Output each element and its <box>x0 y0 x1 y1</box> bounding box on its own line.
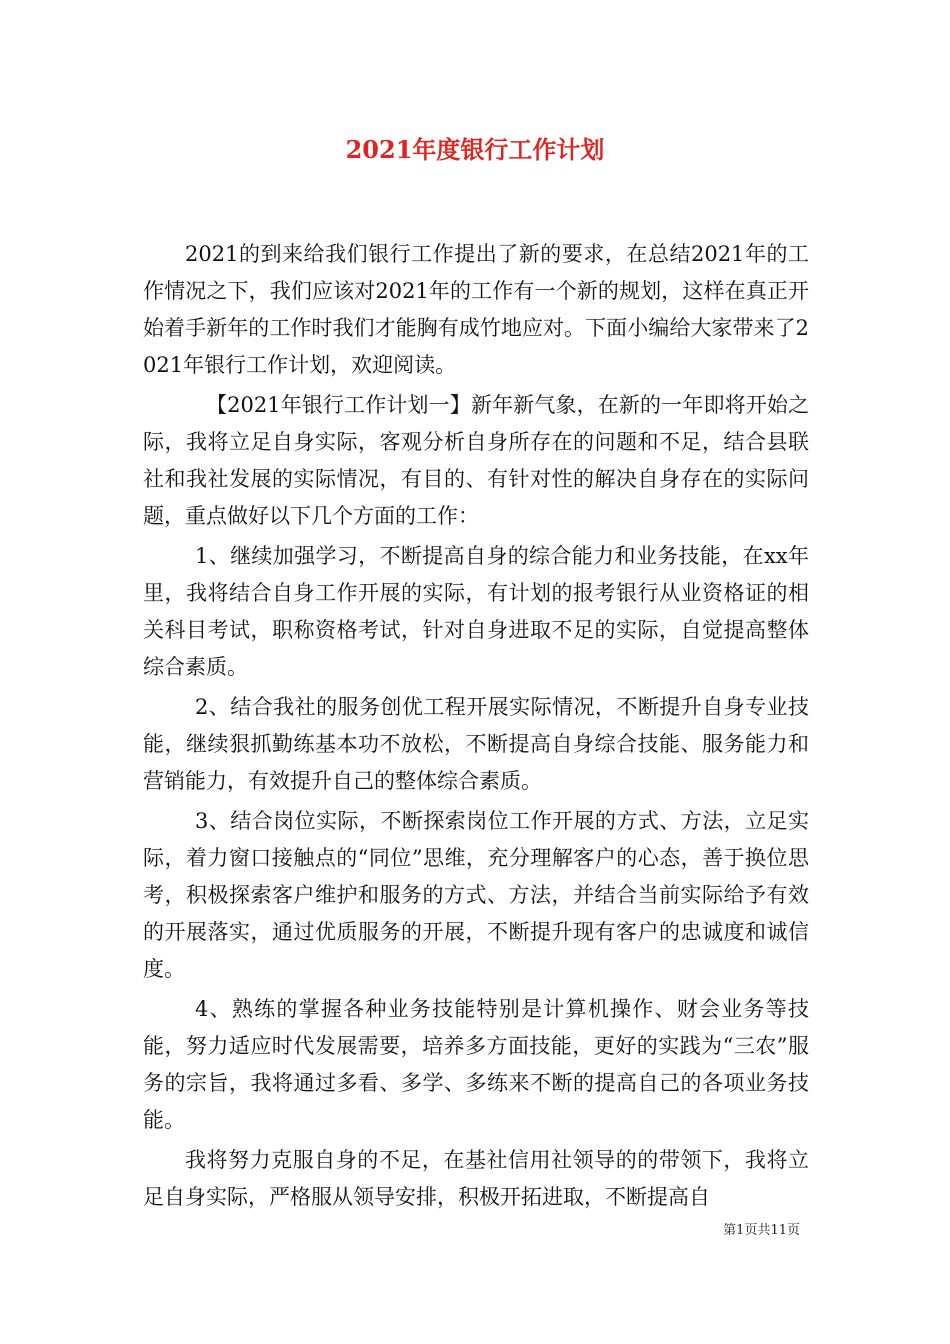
item-three-paragraph: 3、结合岗位实际，不断探索岗位工作开展的方式、方法，立足实际，着力窗口接触点的“同位”思维，充分理解客户的心态，善于换位思考，积极探索客户维护和服务的方式、方法，并结合当前实际给予有效的开展落实，通过优质服务的开展，不断提升现有客户的忠诚度和诚信度。 <box>143 809 809 981</box>
intro-paragraph: 2021的到来给我们银行工作提出了新的要求，在总结2021年的工作情况之下，我们应该对2021年的工作有一个新的规划，这样在真正开始着手新年的工作时我们才能胸有成竹地应对。下面小编给大家带来了2021年银行工作计划，欢迎阅读。 <box>143 242 809 377</box>
item-four-paragraph: 4、熟练的掌握各种业务技能特别是计算机操作、财会业务等技能，努力适应时代发展需要，培养多方面技能，更好的实践为“三农”服务的宗旨，我将通过多看、多学、多练来不断的提高自己的各项业务技能。 <box>143 997 809 1132</box>
item-one-paragraph: 1、继续加强学习，不断提高自身的综合能力和业务技能，在xx年里，我将结合自身工作开展的实际，有计划的报考银行从业资格证的相关科目考试，职称资格考试，针对自身进取不足的实际，自觉提高整体综合素质。 <box>143 544 809 679</box>
document-body <box>143 236 809 1219</box>
item-two-paragraph: 2、结合我社的服务创优工程开展实际情况，不断提升自身专业技能，继续狠抓勤练基本功不放松，不断提高自身综合技能、服务能力和营销能力，有效提升自己的整体综合素质。 <box>143 695 809 793</box>
document-title: 2021年度银行工作计划 <box>345 135 605 164</box>
closing-paragraph: 我将努力克服自身的不足，在基社信用社领导的的带领下，我将立足自身实际，严格服从领导安排，积极开拓进取，不断提高自 <box>143 1148 809 1209</box>
plan-one-paragraph: 【2021年银行工作计划一】新年新气象，在新的一年即将开始之际，我将立足自身实际，客观分析自身所存在的问题和不足，结合县联社和我社发展的实际情况，有目的、有针对性的解决自身存在的实际问题，重点做好以下几个方面的工作： <box>143 393 809 528</box>
page-number: 第1页共11页 <box>723 1223 800 1238</box>
